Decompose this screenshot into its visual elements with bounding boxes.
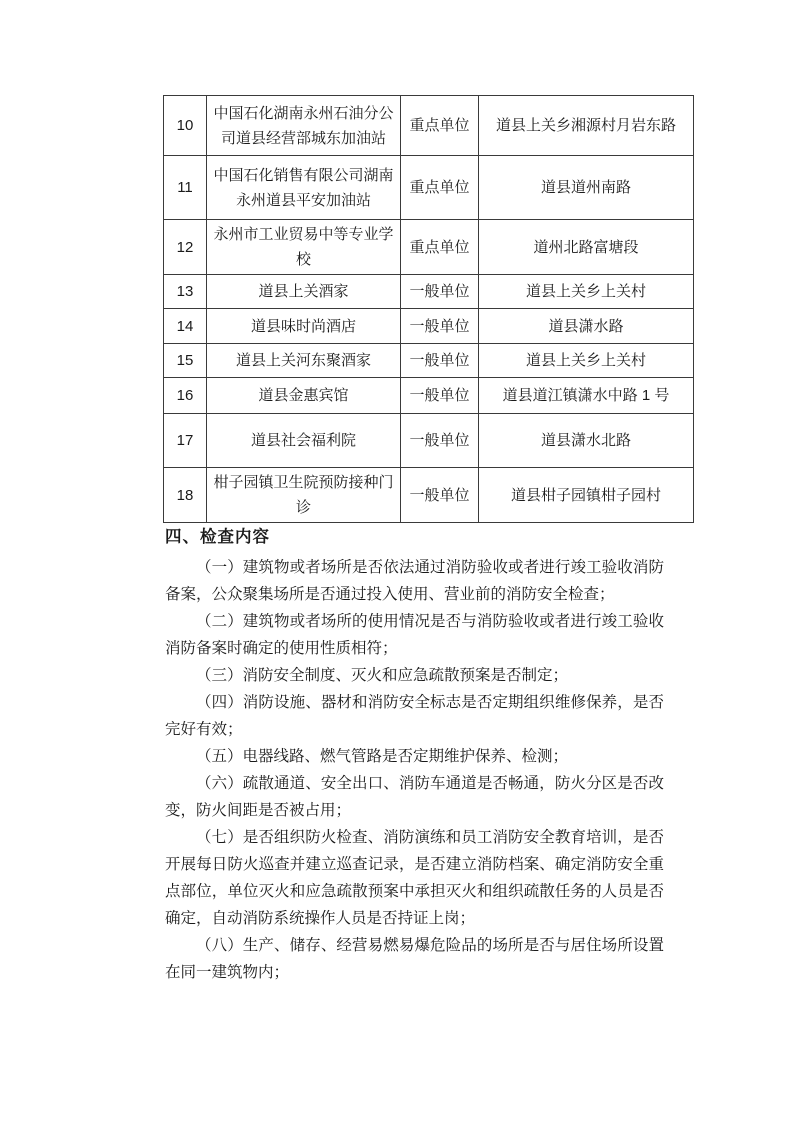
cell-row-number: 17 [164,414,207,468]
cell-row-number: 14 [164,309,207,344]
inspection-item: （一）建筑物或者场所是否依法通过消防验收或者进行竣工验收消防备案，公众聚集场所是否通过投入使用、营业前的消防安全检查； [165,559,664,603]
cell-unit-name: 道县上关河东聚酒家 [207,344,401,378]
cell-unit-address: 道县柑子园镇柑子园村 [479,468,694,523]
cell-unit-address: 道县潇水路 [479,309,694,344]
table-row [164,156,694,220]
cell-unit-type: 重点单位 [401,96,479,156]
cell-unit-name: 道县社会福利院 [207,414,401,468]
table-row [164,309,694,344]
section-inspection-content [165,524,664,986]
cell-unit-address: 道县上关乡上关村 [479,275,694,309]
table-row [164,275,694,309]
cell-unit-address: 道县道州南路 [479,156,694,220]
inspection-item: （八）生产、储存、经营易燃易爆危险品的场所是否与居住场所设置在同一建筑物内； [165,937,664,981]
cell-unit-type: 重点单位 [401,156,479,220]
inspection-items [165,554,664,986]
cell-unit-name: 中国石化湖南永州石油分公司道县经营部城东加油站 [207,96,401,156]
cell-unit-name: 柑子园镇卫生院预防接种门诊 [207,468,401,523]
cell-unit-type: 一般单位 [401,414,479,468]
table-row [164,344,694,378]
cell-row-number: 13 [164,275,207,309]
cell-unit-name: 道县上关酒家 [207,275,401,309]
cell-unit-address: 道县上关乡上关村 [479,344,694,378]
inspection-item: （六）疏散通道、安全出口、消防车通道是否畅通，防火分区是否改变，防火间距是否被占用； [165,775,664,819]
cell-unit-type: 一般单位 [401,344,479,378]
inspection-item: （七）是否组织防火检查、消防演练和员工消防安全教育培训，是否开展每日防火巡查并建立巡查记录，是否建立消防档案、确定消防安全重点部位，单位灭火和应急疏散预案中承担灭火和组织疏散任务的人员是否确定，自动消防系统操作人员是否持证上岗； [165,829,664,927]
cell-unit-type: 一般单位 [401,468,479,523]
cell-row-number: 10 [164,96,207,156]
inspection-units-table [163,95,694,523]
cell-row-number: 11 [164,156,207,220]
cell-unit-type: 一般单位 [401,275,479,309]
cell-unit-address: 道县上关乡湘源村月岩东路 [479,96,694,156]
cell-row-number: 16 [164,378,207,414]
cell-unit-address: 道县潇水北路 [479,414,694,468]
table-row [164,468,694,523]
inspection-item: （五）电器线路、燃气管路是否定期维护保养、检测； [196,748,569,765]
cell-row-number: 15 [164,344,207,378]
table-row [164,220,694,275]
cell-unit-type: 一般单位 [401,309,479,344]
inspection-item: （二）建筑物或者场所的使用情况是否与消防验收或者进行竣工验收消防备案时确定的使用性质相符； [165,613,664,657]
cell-unit-address: 道县道江镇潇水中路 1 号 [479,378,694,414]
cell-unit-address: 道州北路富塘段 [479,220,694,275]
cell-row-number: 18 [164,468,207,523]
table-row [164,414,694,468]
cell-unit-name: 道县味时尚酒店 [207,309,401,344]
section-heading: 四、检查内容 [165,528,270,546]
cell-row-number: 12 [164,220,207,275]
cell-unit-name: 永州市工业贸易中等专业学校 [207,220,401,275]
cell-unit-name: 道县金惠宾馆 [207,378,401,414]
table-row [164,96,694,156]
cell-unit-type: 一般单位 [401,378,479,414]
inspection-item: （三）消防安全制度、灭火和应急疏散预案是否制定； [196,667,569,684]
cell-unit-name: 中国石化销售有限公司湖南永州道县平安加油站 [207,156,401,220]
units-table-body [164,96,694,523]
table-row [164,378,694,414]
inspection-item: （四）消防设施、器材和消防安全标志是否定期组织维修保养，是否完好有效； [165,694,664,738]
cell-unit-type: 重点单位 [401,220,479,275]
